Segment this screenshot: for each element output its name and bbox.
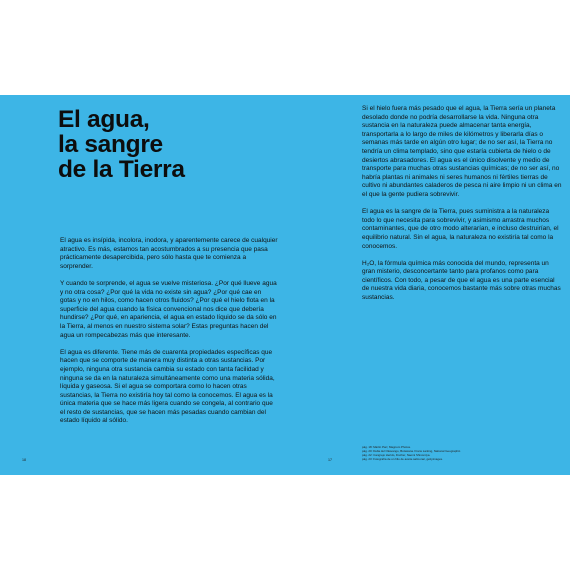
left-page <box>0 95 285 475</box>
credit-line: pág. 23: Fotografía de un hilo de aceite salmonar, gettyimages. <box>362 457 443 461</box>
paragraph: Y cuando te sorprende, el agua se vuelve misteriosa. ¿Por qué llueve agua y no otra cosa? ¿Por qué la vida no existe sin agua? ¿Por qué cae en gotas y no en hilos, como hacen otros fluidos? ¿Por qué el hielo flota en la superficie del agua cuando la física convencional nos dice que debería hundirse? ¿Por qué, en apariencia, el agua en estado líquido se da sólo en la Tierra, al menos en nuestro sistema solar? Estas preguntas hacen del agua un rompecabezas más que interesante. <box>60 279 277 339</box>
paragraph: Si el hielo fuera más pesado que el agua, la Tierra sería un planeta desolado donde no podría desarrollarse la vida. Ninguna otra sustancia en la naturaleza puede almacenar tanta energía, transportarla a lo largo de miles de kilómetros y liberarla días o semanas más tarde en algún otro lugar; de no ser así, la Tierra no tendría un clima templado, sino que estaría cubierta de hielo o de desiertos abrasadores. El agua es el único disolvente y medio de transporte para muchas otras sustancias químicas; de no ser así, no habría plantas ni animales ni seres humanos ni fértiles tierras de cultivo ni abundantes caladeros de pesca ni aire limpio ni un clima en el que la gente pudiera sobrevivir. <box>362 105 562 198</box>
paragraph: H₂O, la fórmula química más conocida del mundo, representa un gran misterio, desconcertante tanto para profanos como para científicos. Con todo, a pesar de que el agua es una parte esencial de nuestra vida diaria, conocemos bastante más sobre otras muchas sustancias. <box>362 259 561 302</box>
page-number-right: 17 <box>328 458 332 462</box>
paragraph: El agua es insípida, incolora, inodora, y aparentemente carece de cualquier atractivo. Es más, estamos tan acostumbrados a su presencia que pasa prácticamente desapercibida, pero sólo hasta que te comienza a sorprender. <box>60 237 278 270</box>
credit-line: pág. 20: Delta del Okavango, Botswana. Frans Lanting, National Geographic. <box>362 449 461 453</box>
photo-credits <box>362 445 552 461</box>
page-number-left: 18 <box>22 458 26 462</box>
book-spread <box>0 95 570 475</box>
title-line: la sangre <box>58 131 163 158</box>
paragraph: El agua es diferente. Tiene más de cuarenta propiedades específicas que hacen que se comporte de manera muy distinta a otras sustancias. Por ejemplo, ninguna otra sustancia cambia su estado con tanta facilidad y ninguna se da en la naturaleza simultáneamente como una materia sólida, líquida y gaseosa. Si el agua se comportara como lo hacen otras sustancias, la Tierra no existiría hoy tal como la conocemos. El agua es la única materia que se hace más ligera cuando se congela, al contrario que el resto de sustancias, que se hacen más pesadas cuando cambian del estado líquido al sólido. <box>60 348 275 425</box>
chapter-title <box>58 107 278 182</box>
title-line: El agua, <box>58 106 150 133</box>
title-line: de la Tierra <box>58 156 185 183</box>
paragraph: El agua es la sangre de la Tierra, pues suministra a la naturaleza todo lo que necesita para sobrevivir, y asimismo arrastra muchos contaminantes, que de otro modo alterarían, e incluso destruirían, el equilibrio natural. Sin el agua, la naturaleza no existiría tal como la conocemos. <box>362 208 559 250</box>
left-body-text <box>60 237 278 426</box>
right-body-text <box>362 105 562 303</box>
credit-line: pág. 22: Cangrejo Herido, Fischer, Naomi Shinomiya. <box>362 453 431 457</box>
credit-line: pág. 18: Martin Parr, Magnum Photos. <box>362 445 411 449</box>
